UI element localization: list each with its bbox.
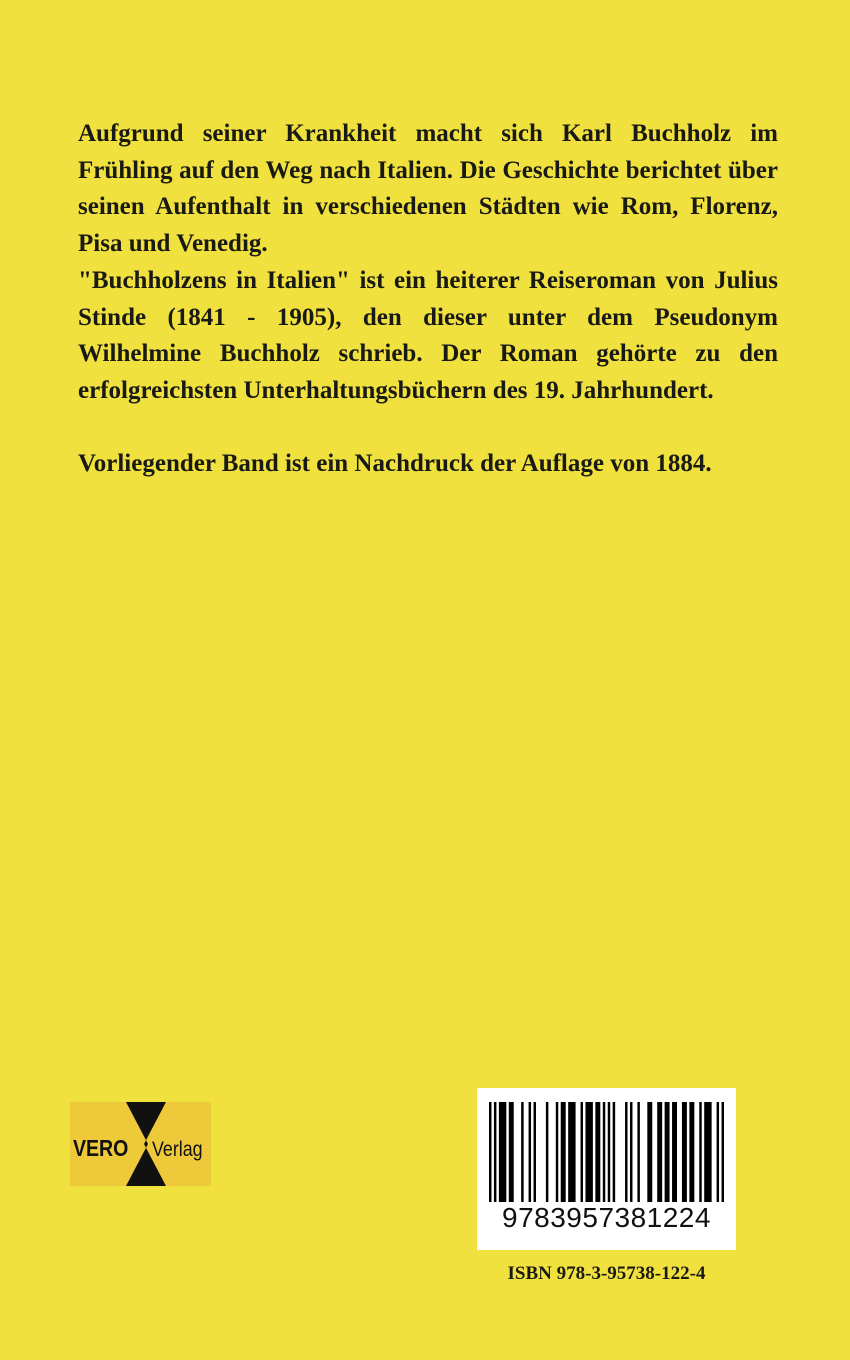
barcode-bar bbox=[657, 1102, 662, 1202]
barcode-bar bbox=[704, 1102, 711, 1202]
barcode-bar bbox=[722, 1102, 724, 1202]
barcode-digits: 9783957381224 bbox=[502, 1202, 711, 1233]
barcode-bar bbox=[534, 1102, 536, 1202]
barcode-bar bbox=[595, 1102, 600, 1202]
barcode-bar bbox=[717, 1102, 719, 1202]
isbn-label: ISBN 978-3-95738-122-4 bbox=[507, 1263, 706, 1284]
blurb-paragraph-3: Vorliegender Band ist ein Nachdruck der Auflage von 1884. bbox=[78, 449, 712, 477]
barcode-bar bbox=[546, 1102, 548, 1202]
barcode-bar bbox=[608, 1102, 610, 1202]
barcode-bar bbox=[568, 1102, 575, 1202]
barcode-bar bbox=[509, 1102, 514, 1202]
barcode bbox=[477, 1088, 736, 1250]
barcode-bar bbox=[682, 1102, 687, 1202]
barcode-bar bbox=[630, 1102, 632, 1202]
barcode-bar bbox=[494, 1102, 496, 1202]
barcode-bar bbox=[521, 1102, 523, 1202]
barcode-bar bbox=[585, 1102, 592, 1202]
barcode-bar bbox=[625, 1102, 627, 1202]
publisher-logo bbox=[70, 1102, 211, 1186]
barcode-bar bbox=[637, 1102, 639, 1202]
barcode-bar bbox=[689, 1102, 694, 1202]
barcode-bar bbox=[699, 1102, 701, 1202]
barcode-bar bbox=[672, 1102, 677, 1202]
barcode-bar bbox=[647, 1102, 652, 1202]
barcode-bar bbox=[529, 1102, 531, 1202]
blurb-paragraph-2: "Buchholzens in Italien" ist ein heiterer Reiseroman von Julius Stinde (1841 - 1905), den dieser unter dem Pseudonym Wilhelmine Buchholz schrieb. Der Roman gehörte zu den erfolgreichsten Unterhaltungsbüchern des 19. Jahrhundert. bbox=[78, 266, 778, 404]
barcode-bar bbox=[613, 1102, 615, 1202]
barcode-bar bbox=[489, 1102, 491, 1202]
barcode-bar bbox=[603, 1102, 605, 1202]
blurb-text bbox=[78, 116, 778, 482]
logo-text-left: VERO bbox=[73, 1135, 129, 1162]
barcode-bar bbox=[581, 1102, 583, 1202]
barcode-bar bbox=[561, 1102, 566, 1202]
logo-text-right: Verlag bbox=[152, 1137, 203, 1162]
barcode-bar bbox=[665, 1102, 670, 1202]
blurb-paragraph-1: Aufgrund seiner Krankheit macht sich Karl Buchholz im Frühling auf den Weg nach Italien. Die Geschichte berichtet über seinen Aufenthalt in verschiedenen Städten wie Rom, Florenz, Pisa und Venedig. bbox=[78, 120, 778, 258]
barcode-bar bbox=[499, 1102, 506, 1202]
barcode-bar bbox=[556, 1102, 558, 1202]
